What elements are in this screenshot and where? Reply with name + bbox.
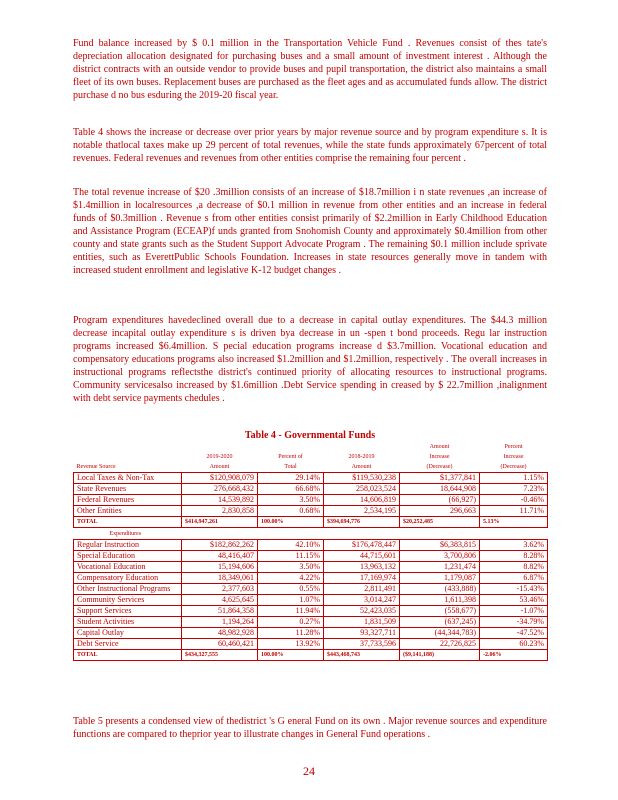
governmental-funds-table <box>73 442 548 661</box>
row-value: 48,982,928 <box>182 628 258 639</box>
row-value: 100.00% <box>258 650 324 661</box>
row-value: 2,377,603 <box>182 584 258 595</box>
row-value: (558,677) <box>400 606 480 617</box>
table-row <box>74 639 548 650</box>
row-value: (44,344,783) <box>400 628 480 639</box>
row-value: 3.62% <box>480 540 548 551</box>
row-value: $1,377,841 <box>400 473 480 484</box>
table-row <box>74 495 548 506</box>
row-value: $176,478,447 <box>324 540 400 551</box>
row-value: 1.07% <box>258 595 324 606</box>
table-header-cell: Total <box>284 464 297 470</box>
table-header-cell: Amount <box>429 444 450 450</box>
row-value: 5.13% <box>480 517 548 528</box>
row-value: 37,733,596 <box>324 639 400 650</box>
table-row <box>74 628 548 639</box>
row-value: 18,349,061 <box>182 573 258 584</box>
row-value: 17,169,974 <box>324 573 400 584</box>
row-value: -47.52% <box>480 628 548 639</box>
row-value: 8.82% <box>480 562 548 573</box>
row-label: Other Instructional Programs <box>74 584 182 595</box>
row-value: (637,245) <box>400 617 480 628</box>
row-value: $6,383,815 <box>400 540 480 551</box>
row-value: -15.43% <box>480 584 548 595</box>
row-label: Local Taxes & Non-Tax <box>74 473 182 484</box>
row-value: 6.87% <box>480 573 548 584</box>
table-title: Table 4 - Governmental Funds <box>244 430 376 441</box>
table-header-cell <box>258 442 324 452</box>
table-header-cell: Percent <box>504 444 523 450</box>
row-value: 13.92% <box>258 639 324 650</box>
row-value: 66.68% <box>258 484 324 495</box>
row-value: 1,179,087 <box>400 573 480 584</box>
table-header-cell: Percent of <box>278 454 303 460</box>
table-row <box>74 573 548 584</box>
table-header-cell: 2018-2019 <box>348 454 375 460</box>
row-label: Community Services <box>74 595 182 606</box>
table-row <box>74 473 548 484</box>
row-value: 1,611,398 <box>400 595 480 606</box>
row-value: -2.06% <box>480 650 548 661</box>
row-label: TOTAL <box>74 650 182 661</box>
row-value: 44,715,601 <box>324 551 400 562</box>
row-value: -0.46% <box>480 495 548 506</box>
row-value: 4.22% <box>258 573 324 584</box>
row-value: 276,668,432 <box>182 484 258 495</box>
row-value: $414,947,261 <box>182 517 258 528</box>
row-value: $394,694,776 <box>324 517 400 528</box>
table-row <box>74 562 548 573</box>
row-value: 15,194,606 <box>182 562 258 573</box>
row-value: 1,831,509 <box>324 617 400 628</box>
row-value: 0.27% <box>258 617 324 628</box>
row-label: TOTAL <box>74 517 182 528</box>
table-header-cell: (Decrease) <box>426 464 453 470</box>
row-label: Student Activities <box>74 617 182 628</box>
table-row <box>74 551 548 562</box>
paragraph-program-expenditures: Program expenditures havedeclined overall due to a decrease in capital outlay expenditures. The $44.3 million decrease incapital outlay expenditure s is driven bya decrease in un -spen t bond proceeds. Regu lar instruction programs increased $6.4million. S pecial education programs increase d $3.7million. Vocational education and compensatory educations programs also increased $1.2million and $1.2million, respectively . The overall increases in instructional programs reflectsthe district's continued priority of allocating resources to instructional programs. Community servicesalso increased by $1.6million .Debt Service spending in creased by $ 22.7million ,inalignment with debt service payments chedules . <box>73 315 547 404</box>
table-header-cell: Amount <box>209 464 230 470</box>
row-value: 2,534,195 <box>324 506 400 517</box>
row-value: 11.71% <box>480 506 548 517</box>
row-value: 11.94% <box>258 606 324 617</box>
row-value: $120,908,079 <box>182 473 258 484</box>
row-value: 258,023,524 <box>324 484 400 495</box>
table-header-cell: Amount <box>351 464 372 470</box>
row-value: ($9,141,188) <box>400 650 480 661</box>
table-header-row <box>74 462 548 473</box>
row-value: 2,830,858 <box>182 506 258 517</box>
row-value: 60.23% <box>480 639 548 650</box>
row-value: $443,468,743 <box>324 650 400 661</box>
row-value: (66,927) <box>400 495 480 506</box>
row-value: 296,663 <box>400 506 480 517</box>
page-number: 24 <box>303 764 315 778</box>
row-label: Support Services <box>74 606 182 617</box>
table-header-cell <box>74 442 182 452</box>
table-row <box>74 506 548 517</box>
row-value: $20,252,485 <box>400 517 480 528</box>
row-value: 0.55% <box>258 584 324 595</box>
table-row <box>74 584 548 595</box>
table-row <box>74 595 548 606</box>
row-label: Special Education <box>74 551 182 562</box>
row-label: Debt Service <box>74 639 182 650</box>
row-label: Federal Revenues <box>74 495 182 506</box>
row-value: 93,327,711 <box>324 628 400 639</box>
paragraph-table4-intro: Table 4 shows the increase or decrease over prior years by major revenue source and by program expenditure s. It is notable thatlocal taxes make up 29 percent of total revenues, while the state funds approximately 67percent of total revenues. Federal revenues and revenues from other entities comprise the remaining four percent . <box>73 127 547 164</box>
table-header-cell <box>324 442 400 452</box>
table-header-row <box>74 452 548 462</box>
table-header-cell: Increase <box>429 454 450 460</box>
row-value: 14,606,819 <box>324 495 400 506</box>
row-label: Other Entities <box>74 506 182 517</box>
row-value: 3.50% <box>258 562 324 573</box>
table-row <box>74 540 548 551</box>
paragraph-transportation-fund: Fund balance increased by $ 0.1 million in the Transportation Vehicle Fund . Revenues consist of thes tate's depreciation allocation designated for purchasing buses and a small amount of investment interest . Although the district contracts with an outside vendor to provide buses and pupil transportation, the district also maintains a small fleet of its own buses. Replacement buses are purchased as the fleet ages and as accumulated funds allow. The district purchase d no bus esduring the 2019-20 fiscal year. <box>73 38 547 101</box>
row-label: State Revenues <box>74 484 182 495</box>
table-header-cell <box>182 442 258 452</box>
row-value: 0.68% <box>258 506 324 517</box>
table-header-cell: Revenue Source <box>76 464 116 470</box>
table-header-row <box>74 442 548 452</box>
expenditures-label: Expenditures <box>109 530 142 537</box>
row-value: 3,700,806 <box>400 551 480 562</box>
table-row <box>74 484 548 495</box>
row-label: Regular Instruction <box>74 540 182 551</box>
row-label: Compensatory Education <box>74 573 182 584</box>
row-value: 53.46% <box>480 595 548 606</box>
table-header-cell: 2019-2020 <box>206 454 233 460</box>
row-value: 42.10% <box>258 540 324 551</box>
row-value: 3,014,247 <box>324 595 400 606</box>
row-value: $182,862,262 <box>182 540 258 551</box>
row-value: -1.07% <box>480 606 548 617</box>
row-value: 8.28% <box>480 551 548 562</box>
row-value: $119,530,238 <box>324 473 400 484</box>
row-value: 18,644,908 <box>400 484 480 495</box>
row-value: 60,460,421 <box>182 639 258 650</box>
row-value: 11.28% <box>258 628 324 639</box>
table-total-row <box>74 517 548 528</box>
expenditures-section-row <box>74 528 548 540</box>
row-value: 11.15% <box>258 551 324 562</box>
table-row <box>74 606 548 617</box>
row-value: $434,327,555 <box>182 650 258 661</box>
row-value: 1,231,474 <box>400 562 480 573</box>
table-header-cell: Increase <box>503 454 524 460</box>
row-value: 1,194,264 <box>182 617 258 628</box>
row-value: 22,726,825 <box>400 639 480 650</box>
row-value: 29.14% <box>258 473 324 484</box>
row-value: -34.79% <box>480 617 548 628</box>
row-value: 51,864,358 <box>182 606 258 617</box>
table-row <box>74 617 548 628</box>
row-label: Capital Outlay <box>74 628 182 639</box>
row-value: 3.50% <box>258 495 324 506</box>
row-value: 7.23% <box>480 484 548 495</box>
row-value: 2,811,491 <box>324 584 400 595</box>
paragraph-revenue-increase: The total revenue increase of $20 .3million consists of an increase of $18.7million i n state revenues ,an increase of $1.4million in localresources ,a decrease of $0.1 million in revenue from other entities and an increase in federal funds of $0.3million . Revenue s from other entities consist primarily of $2.2million in Early Childhood Education and Assistance Program (ECEAP)f unds granted from Snohomish County and approximately $0.4million from other county and state grants such as the Student Support Advocate Program . The remaining $0.1 million include sprivate entities, such as EverettPublic Schools Foundation. Increases in state resources generally move in tandem with increased student enrollment and legislative K-12 budget changes . <box>73 187 547 276</box>
row-value: 48,416,407 <box>182 551 258 562</box>
row-value: 1.15% <box>480 473 548 484</box>
row-value: 14,539,892 <box>182 495 258 506</box>
row-value: 52,423,035 <box>324 606 400 617</box>
table-header-cell <box>74 452 182 462</box>
row-value: 4,625,645 <box>182 595 258 606</box>
row-value: 100.00% <box>258 517 324 528</box>
row-value: (433,888) <box>400 584 480 595</box>
table-header-cell: (Decrease) <box>500 464 527 470</box>
row-label: Vocational Education <box>74 562 182 573</box>
paragraph-table5-intro: Table 5 presents a condensed view of thedistrict 's G eneral Fund on its own . Major revenue sources and expenditure functions are compared to theprior year to illustrate changes in General Fund operations . <box>73 716 547 740</box>
row-value: 13,963,132 <box>324 562 400 573</box>
table-total-row <box>74 650 548 661</box>
